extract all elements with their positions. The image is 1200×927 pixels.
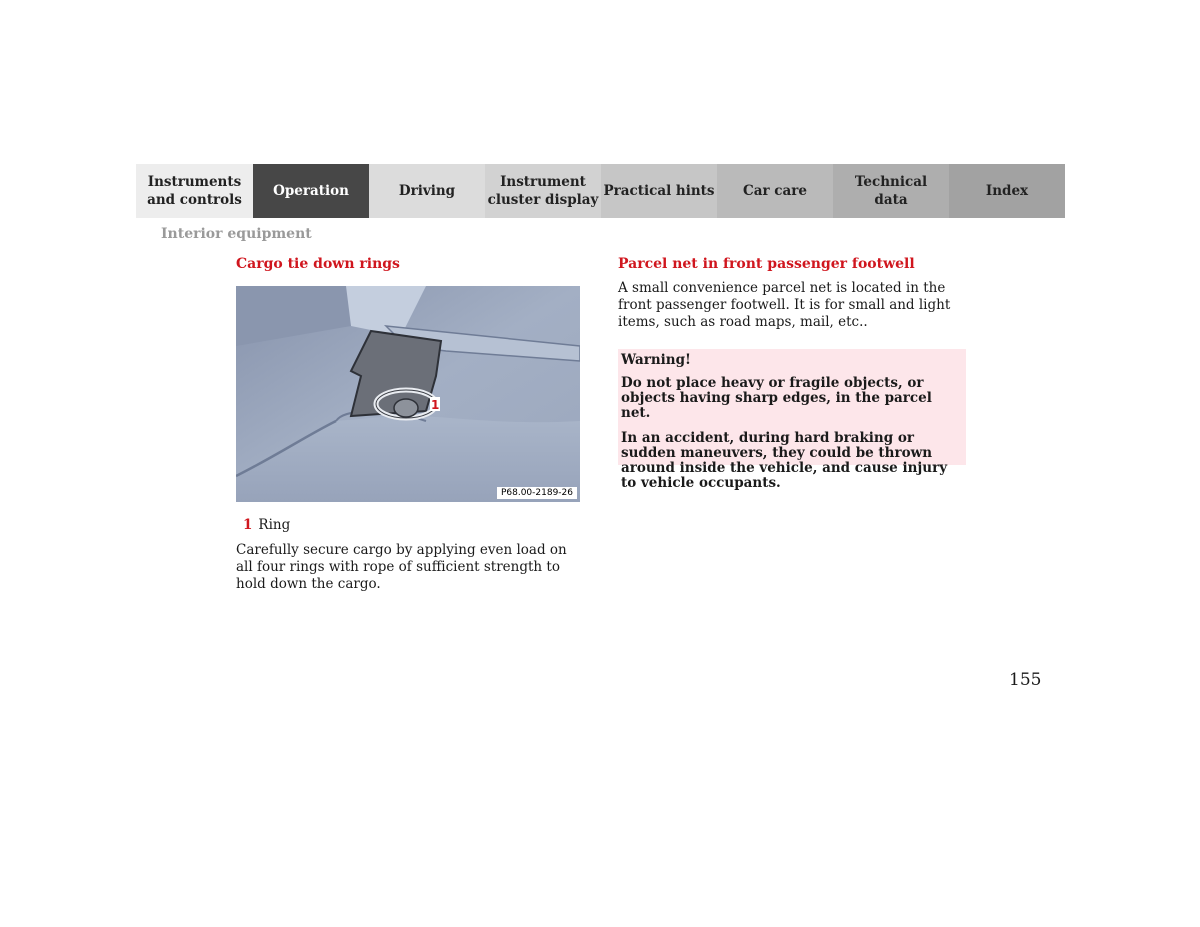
figure-code: P68.00-2189-26	[497, 487, 577, 499]
cargo-ring-illustration	[236, 286, 580, 502]
legend-text: Ring	[258, 517, 291, 533]
warning-title: Warning!	[621, 352, 691, 368]
warning-box	[618, 349, 966, 491]
tab-index[interactable]: Index	[949, 164, 1065, 218]
figure-callout-number: 1	[431, 398, 440, 412]
cargo-paragraph: Carefully secure cargo by applying even load on all four rings with rope of sufficient strength to hold down the cargo.	[236, 542, 567, 592]
tab-driving[interactable]: Driving	[369, 164, 485, 218]
legend-number: 1	[243, 517, 253, 533]
parcel-net-paragraph: A small convenience parcel net is located in the front passenger footwell. It is for small and light items, such as road maps, mail, etc..	[618, 280, 951, 330]
page-number: 155	[1009, 670, 1042, 690]
tab-car-care[interactable]: Car care	[717, 164, 833, 218]
parcel-net-heading: Parcel net in front passenger footwell	[618, 256, 915, 272]
chapter-tabs	[136, 164, 1065, 218]
tab-instruments-and-controls[interactable]: Instruments and controls	[136, 164, 253, 218]
section-title: Interior equipment	[161, 226, 312, 242]
warning-paragraph-2: In an accident, during hard braking or sudden maneuvers, they could be thrown around inside the vehicle, and cause injury to vehicle occupants.	[621, 430, 948, 491]
cargo-ring-drawing	[236, 286, 580, 502]
tab-practical-hints[interactable]: Practical hints	[601, 164, 717, 218]
cargo-tie-down-heading: Cargo tie down rings	[236, 256, 400, 272]
legend-item	[243, 517, 290, 533]
tab-operation[interactable]: Operation	[253, 164, 369, 218]
warning-paragraph-1: Do not place heavy or fragile objects, or objects having sharp edges, in the parcel net.	[621, 375, 932, 421]
tab-instrument-cluster-display[interactable]: Instrument cluster display	[485, 164, 601, 218]
tab-technical-data[interactable]: Technical data	[833, 164, 949, 218]
